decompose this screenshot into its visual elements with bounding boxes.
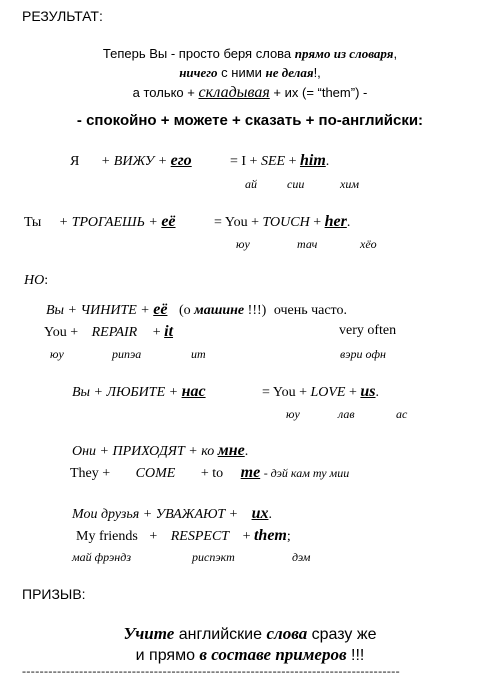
but-label: НО: — [24, 273, 49, 288]
example-4-en: = You + LOVE + us. — [262, 383, 380, 400]
example-6-pron-2: риспэкт — [192, 550, 235, 564]
example-1-ru: Я + ВИЖУ + его — [70, 152, 192, 169]
example-3-ru: Вы + ЧИНИТЕ + её (о машине !!!) очень часто. — [46, 301, 347, 318]
example-6-ru: Мои друзья + УВАЖАЮТ + их. — [72, 505, 272, 522]
intro-line-3: а только + складывая + их (= “them”) - — [132, 84, 368, 101]
example-1-pron-2: сии — [287, 177, 305, 191]
call-line-2: и прямо в составе примеров !!! — [135, 645, 365, 664]
example-6-pron-3: дэм — [292, 550, 311, 564]
call-heading: ПРИЗЫВ: — [22, 586, 86, 602]
call-line-1: Учите английские слова сразу же — [123, 624, 377, 643]
example-1-en: = I + SEE + him. — [230, 152, 330, 169]
example-4-pron-2: лав — [338, 407, 355, 421]
example-4-pron-3: ас — [396, 407, 408, 421]
example-6-en: My friends + RESPECT + them; — [76, 527, 291, 544]
intro-line-1: Теперь Вы - просто беря слова прямо из словаря, — [102, 46, 398, 61]
example-6-pron-1: май фрэндз — [72, 550, 132, 564]
intro-line-2: ничего с ними не делая!, — [179, 65, 321, 80]
example-5-ru: Они + ПРИХОДЯТ + ко мне. — [72, 442, 249, 459]
example-2-pron-1: юу — [236, 237, 250, 251]
divider-line: -------------------------------------------------------------------------------------- — [22, 664, 401, 678]
example-3-pron-3: ит — [191, 347, 206, 361]
example-2-ru: Ты + ТРОГАЕШЬ + её — [24, 213, 176, 230]
example-3-pron-1: юу — [50, 347, 64, 361]
example-3-pron-2: рипэа — [112, 347, 142, 361]
example-1-pron-3: хим — [340, 177, 359, 191]
example-4-pron-1: юу — [286, 407, 300, 421]
example-3-en-tail: very often — [339, 323, 397, 338]
result-heading: РЕЗУЛЬТАТ: — [22, 8, 103, 24]
example-2-pron-3: хёо — [360, 237, 377, 251]
intro-line-4: - спокойно + можете + сказать + по-английски: — [76, 112, 424, 129]
example-3-en: You + REPAIR + it — [44, 323, 174, 340]
example-4-ru: Вы + ЛЮБИТЕ + нас — [72, 383, 206, 400]
example-2-pron-2: тач — [297, 237, 318, 251]
example-3-pron-4: вэри офн — [340, 347, 386, 361]
example-1-pron-1: ай — [245, 177, 257, 191]
example-2-en: = You + TOUCH + her. — [214, 213, 351, 230]
example-5-en: They + COME + to me - дэй кам ту мии — [70, 464, 350, 481]
